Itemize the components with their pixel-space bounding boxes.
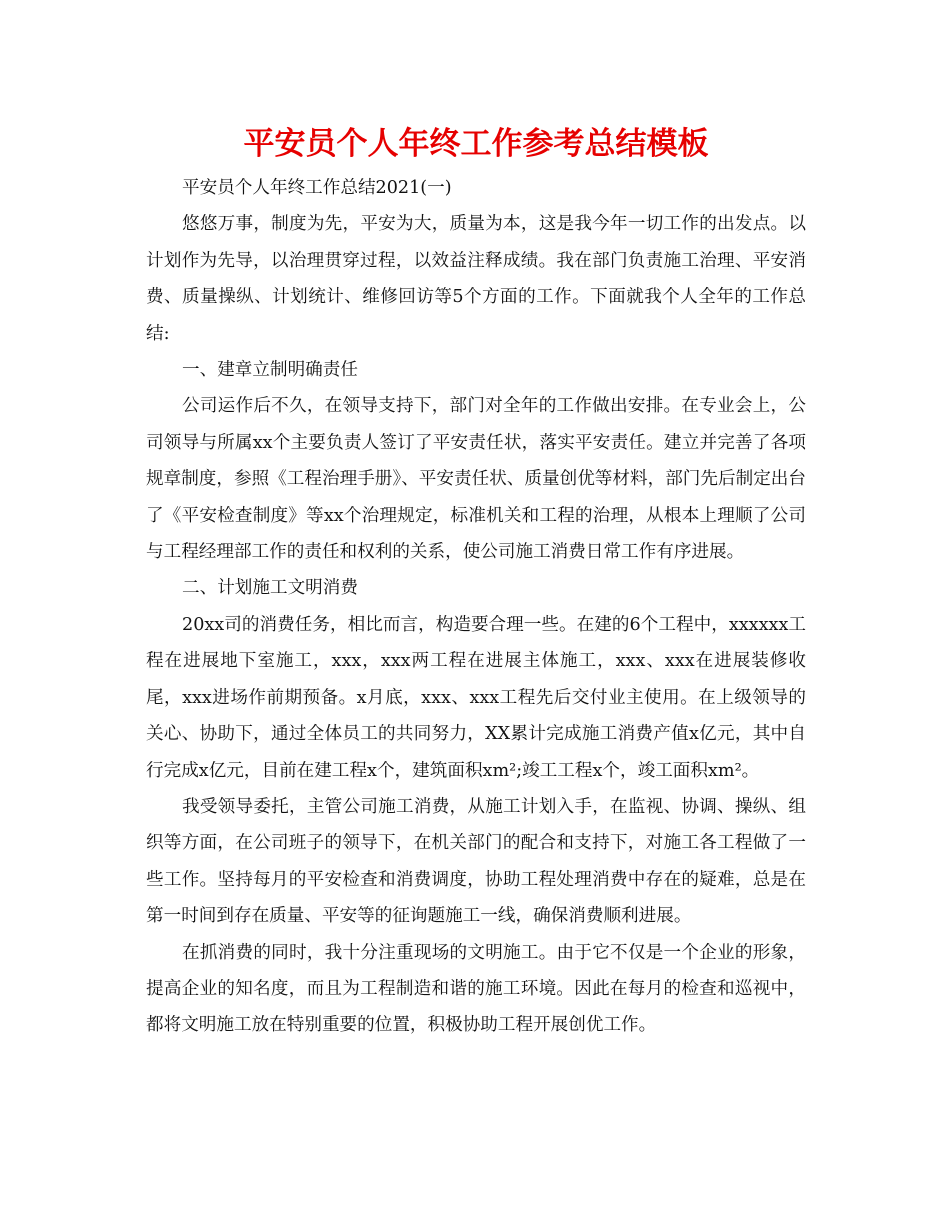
intro-paragraph: 悠悠万事，制度为先，平安为大，质量为本，这是我今年一切工作的出发点。以计划作为先导，以治理贯穿过程，以效益注释成绩。我在部门负责施工治理、平安消费、质量操纵、计划统计、维修回访等5个方面的工作。下面就我个人全年的工作总结: [146, 214, 806, 344]
section-2-paragraph-3: 在抓消费的同时，我十分注重现场的文明施工。由于它不仅是一个企业的形象，提高企业的知名度，而且为工程制造和谐的施工环境。因此在每月的检查和巡视中，都将文明施工放在特别重要的位置，积极协助工程开展创优工作。 [146, 942, 806, 1036]
section-2-paragraph-2: 我受领导委托，主管公司施工消费，从施工计划入手，在监视、协调、操纵、组织等方面，在公司班子的领导下，在机关部门的配合和支持下，对施工各工程做了一些工作。坚持每月的平安检查和消费调度，协助工程处理消费中存在的疑难，总是在第一时间到存在质量、平安等的征询题施工一线，确保消费顺利进展。 [146, 796, 806, 927]
subtitle-paragraph: 平安员个人年终工作总结2021(一) [182, 178, 452, 198]
document-title: 平安员个人年终工作参考总结模板 [243, 126, 709, 162]
section-heading-2: 二、计划施工文明消费 [182, 578, 358, 599]
section-1-paragraph: 公司运作后不久，在领导支持下，部门对全年的工作做出安排。在专业会上，公司领导与所属xx个主要负责人签订了平安责任状，落实平安责任。建立并完善了各项规章制度，参照《工程治理手册》、平安责任状、质量创优等材料，部门先后制定出台了《平安检查制度》等xx个治理规定，标准机关和工程的治理，从根本上理顺了公司与工程经理部工作的责任和权利的关系，使公司施工消费日常工作有序进展。 [146, 396, 806, 563]
section-2-paragraph-1: 20xx司的消费任务，相比而言，构造要合理一些。在建的6个工程中，xxxxxx工程在进展地下室施工，xxx，xxx两工程在进展主体施工，xxx、xxx在进展装修收尾，xxx进场作前期预备。x月底，xxx、xxx工程先后交付业主使用。在上级领导的关心、协助下，通过全体员工的共同努力，XX累计完成施工消费产值x亿元，其中自行完成x亿元，目前在建工程x个，建筑面积xm²;竣工工程x个，竣工面积xm²。 [146, 614, 806, 781]
document-page [146, 118, 806, 1044]
section-heading-1: 一、建章立制明确责任 [182, 360, 358, 381]
